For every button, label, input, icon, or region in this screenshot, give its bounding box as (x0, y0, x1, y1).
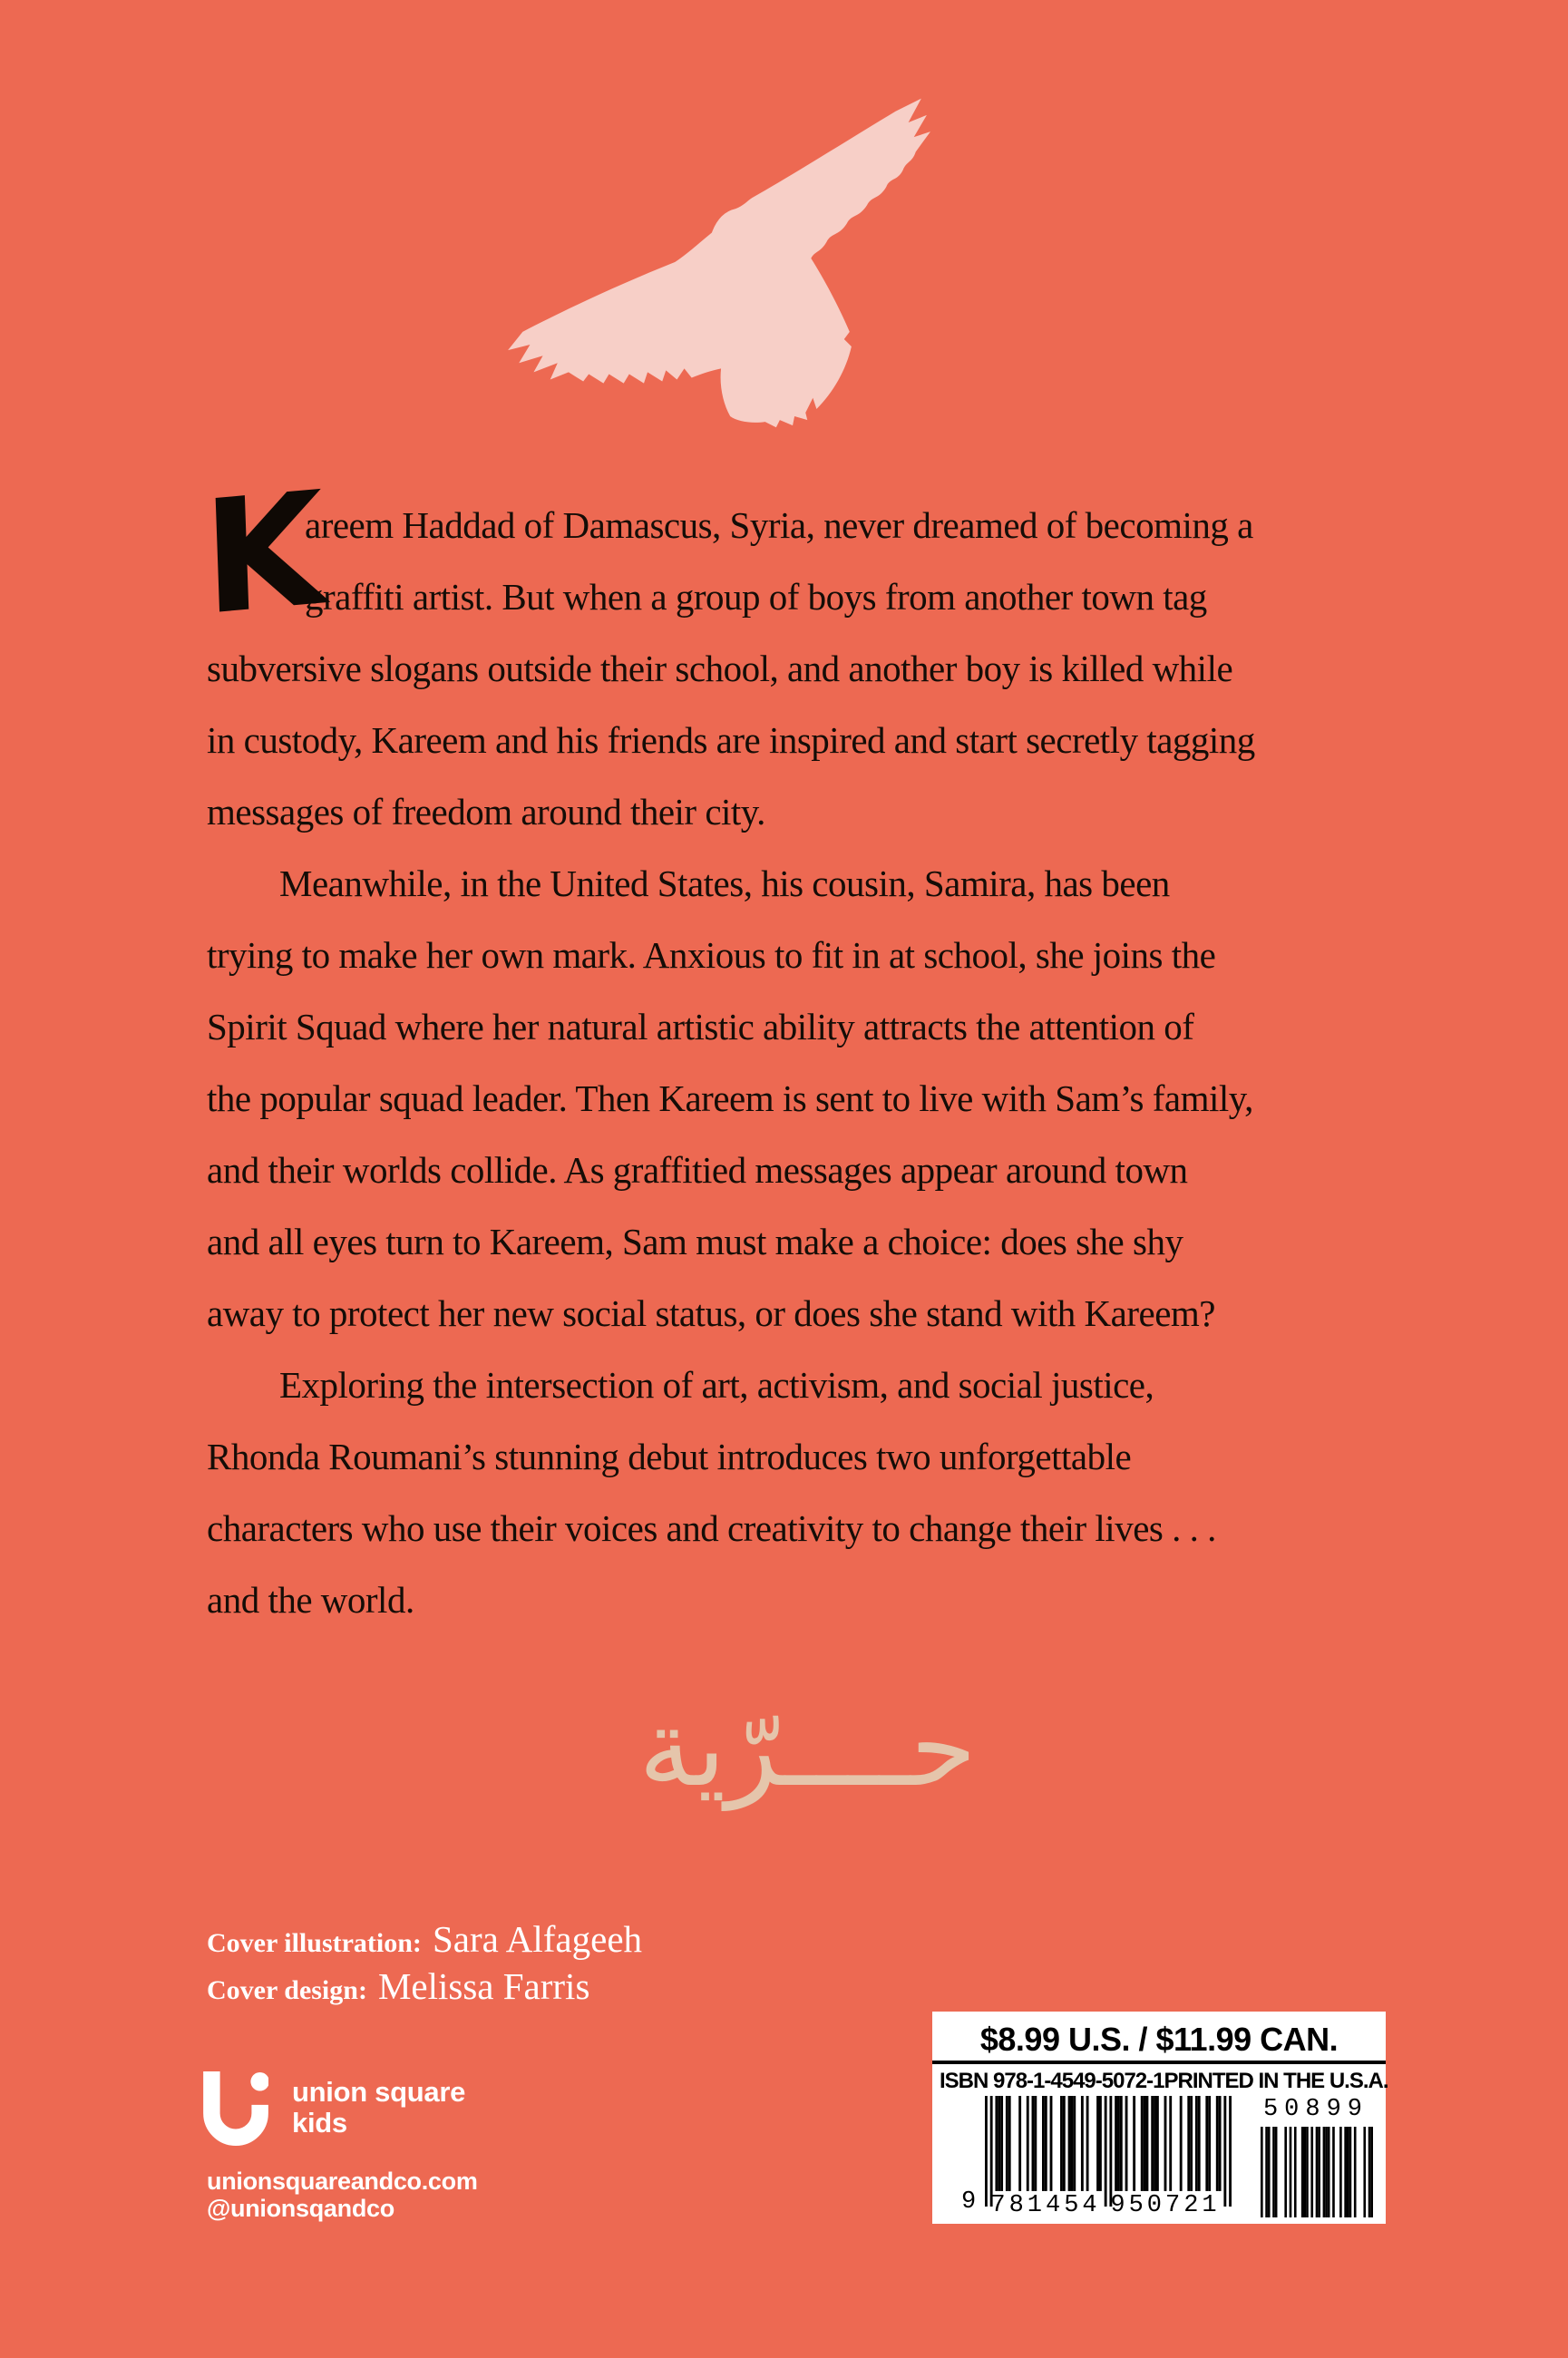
arabic-calligraphy-freedom: حــــرّية (638, 1685, 977, 1810)
price-supplement-barcode (1253, 2096, 1378, 2221)
credit-design-label: Cover design: (207, 1975, 367, 2005)
price-label: $8.99 U.S. / $11.99 CAN. (979, 2021, 1339, 2058)
synopsis-line: and all eyes turn to Kareem, Sam must make a choice: does she shy (207, 1221, 1183, 1262)
synopsis-line: graffiti artist. But when a group of boys from another town tag (305, 576, 1207, 618)
publisher-links (207, 2168, 478, 2222)
synopsis-line: Rhonda Roumani’s stunning debut introduces two unforgettable (207, 1436, 1132, 1477)
synopsis-line: Exploring the intersection of art, activism, and social justice, (279, 1364, 1154, 1406)
synopsis-line: messages of freedom around their city. (207, 791, 765, 833)
cover-credits (207, 1915, 642, 2010)
ean13-barcode (985, 2096, 1232, 2207)
graffiti-drop-cap: K (200, 457, 327, 650)
synopsis-line: and the world. (207, 1579, 414, 1621)
publisher-name-line2: kids (292, 2107, 347, 2139)
synopsis-line: characters who use their voices and creativity to change their lives . . . (207, 1507, 1216, 1549)
union-square-kids-logo-icon (203, 2071, 268, 2148)
synopsis-line: the popular squad leader. Then Kareem is sent to live with Sam’s family, (207, 1077, 1253, 1119)
publisher-name-line1: union square (292, 2076, 466, 2108)
ean5-supplement-bars (1261, 2127, 1373, 2217)
dove-illustration (501, 94, 932, 444)
publisher-social-handle: @unionsqandco (207, 2195, 394, 2222)
credit-design (207, 1963, 642, 2010)
supplement-digits: 50899 (1262, 2096, 1368, 2123)
logo-dot (250, 2072, 268, 2090)
ean-digit-group-2: 950721 (1110, 2192, 1221, 2219)
credit-illustration (207, 1915, 642, 1963)
synopsis-line: Meanwhile, in the United States, his cousin, Samira, has been (279, 862, 1170, 904)
dove-silhouette-path (508, 99, 930, 428)
credit-illustration-name: Sara Alfageeh (432, 1918, 643, 1960)
isbn-label: ISBN 978-1-4549-5072-1 (940, 2069, 1164, 2093)
credit-illustration-label: Cover illustration: (207, 1928, 422, 1958)
credit-design-name: Melissa Farris (377, 1965, 590, 2007)
synopsis-line: areem Haddad of Damascus, Syria, never dreamed of becoming a (305, 504, 1253, 546)
synopsis-line: and their worlds collide. As graffitied messages appear around town (207, 1149, 1188, 1191)
synopsis-line: away to protect her new social status, or does she stand with Kareem? (207, 1292, 1215, 1334)
synopsis-line: trying to make her own mark. Anxious to fit in at school, she joins the (207, 934, 1216, 976)
barcode-block (932, 2012, 1386, 2224)
synopsis-line: in custody, Kareem and his friends are inspired and start secretly tagging (207, 719, 1255, 761)
barcode-row (932, 2096, 1386, 2223)
ean-leading-digit: 9 (961, 2188, 977, 2216)
isbn-row (932, 2064, 1386, 2094)
ean-digit-group-1: 781454 (990, 2192, 1101, 2219)
printed-in-label: PRINTED IN THE U.S.A. (1164, 2069, 1388, 2093)
synopsis (200, 457, 1476, 1636)
publisher-website: unionsquareandco.com (207, 2168, 478, 2195)
synopsis-line: subversive slogans outside their school, and another boy is killed while (207, 648, 1233, 689)
synopsis-line: Spirit Squad where her natural artistic ability attracts the attention of (207, 1006, 1194, 1047)
publisher-name (292, 2077, 465, 2139)
